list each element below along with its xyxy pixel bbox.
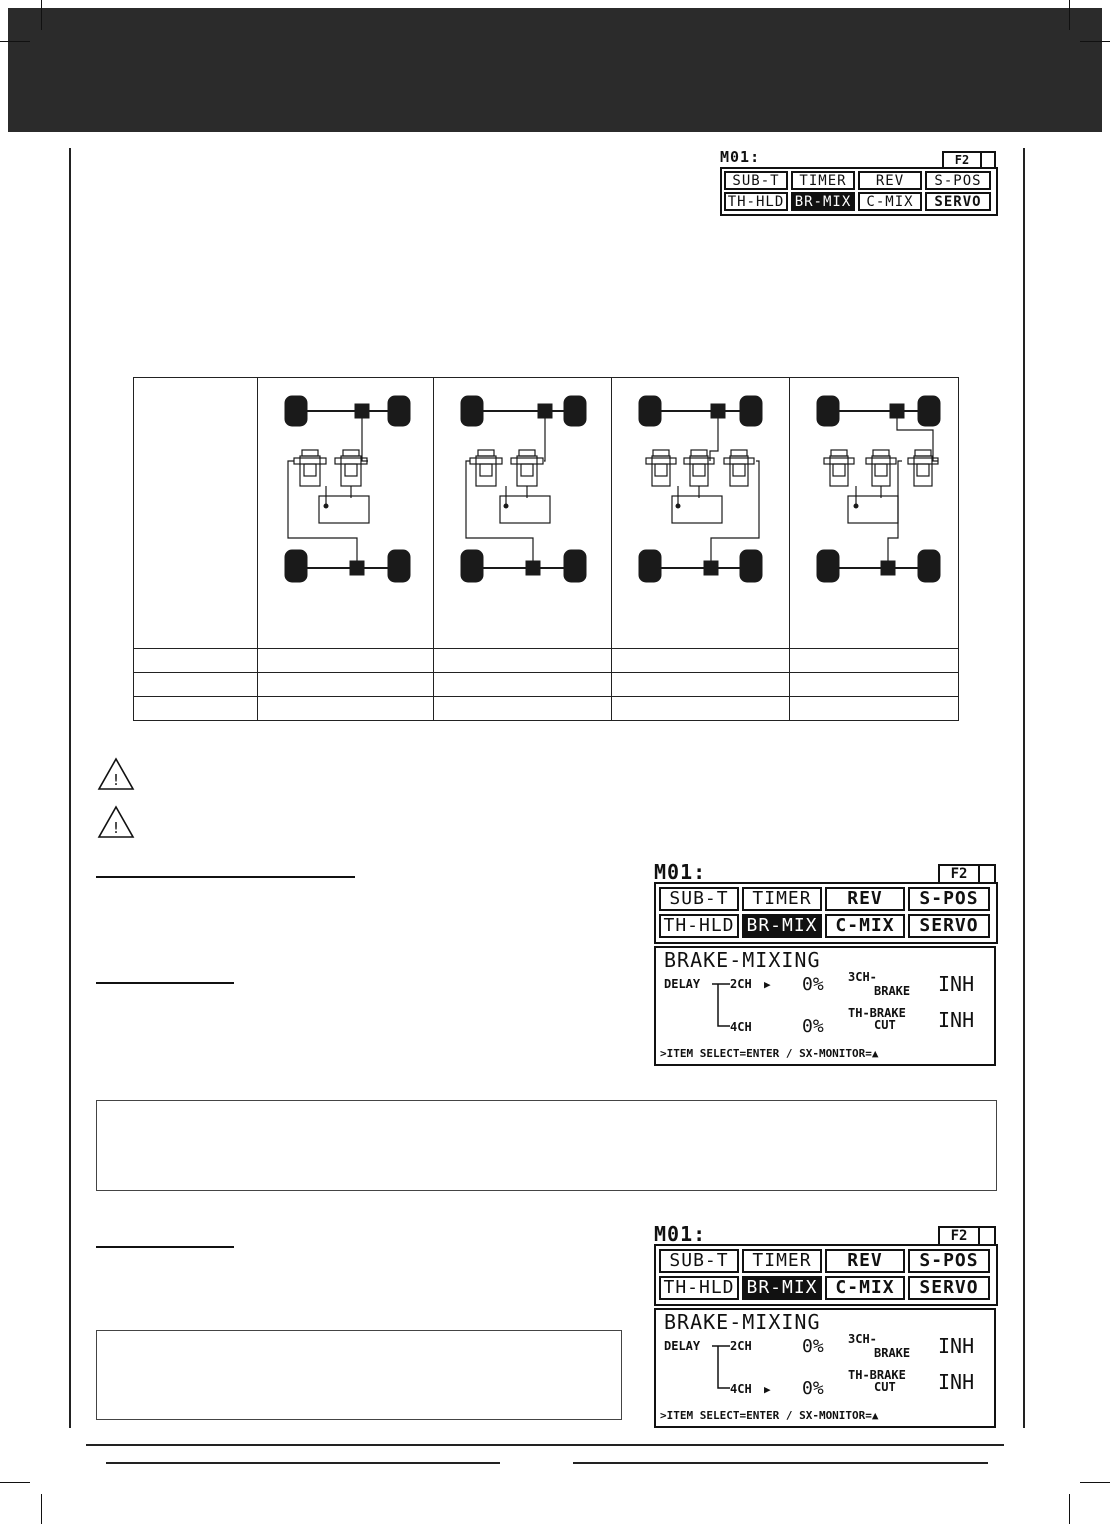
ch2-delay-value[interactable]: 0% bbox=[802, 1336, 824, 1357]
drive-diagram-3 bbox=[612, 378, 789, 648]
crop-mark bbox=[1080, 41, 1110, 42]
f-tab-notch bbox=[978, 1226, 996, 1244]
ch4-label: 4CH bbox=[730, 1382, 752, 1396]
ch3-brake-label: 3CH- bbox=[848, 1332, 877, 1346]
crop-mark bbox=[41, 0, 42, 30]
row-divider bbox=[134, 672, 958, 673]
drive-configuration-table bbox=[133, 377, 959, 721]
warning-icon bbox=[97, 757, 135, 791]
note-box bbox=[96, 1100, 997, 1191]
ch2-label: 2CH bbox=[730, 1339, 752, 1353]
delay-label: DELAY bbox=[664, 1339, 701, 1353]
panel-footer: >ITEM SELECT=ENTER / SX-MONITOR=▲ bbox=[660, 1409, 879, 1422]
crop-mark bbox=[1069, 0, 1070, 30]
tab-sub-t[interactable]: SUB-T bbox=[724, 171, 788, 190]
crop-mark bbox=[0, 1482, 30, 1483]
section-heading-underline bbox=[96, 876, 355, 878]
ch4-delay-value[interactable]: 0% bbox=[802, 1378, 824, 1399]
tab-rev[interactable]: REV bbox=[825, 887, 905, 911]
f2-tab[interactable]: F2 bbox=[938, 1226, 980, 1244]
tab-th-hld[interactable]: TH-HLD bbox=[659, 1276, 739, 1300]
footer-rule bbox=[86, 1444, 1004, 1446]
crop-mark bbox=[1069, 1494, 1070, 1524]
brake-mixing-panel bbox=[654, 946, 996, 1066]
delay-label: DELAY bbox=[664, 977, 701, 991]
tab-sub-t[interactable]: SUB-T bbox=[659, 887, 739, 911]
header-band bbox=[8, 8, 1102, 132]
model-label: M01: bbox=[654, 1222, 707, 1246]
brake-mixing-panel bbox=[654, 1308, 996, 1428]
tab-timer[interactable]: TIMER bbox=[742, 887, 822, 911]
cursor-icon: ▶ bbox=[764, 1383, 771, 1396]
tab-c-mix[interactable]: C-MIX bbox=[858, 192, 922, 211]
th-brake-cut-value[interactable]: INH bbox=[938, 1008, 975, 1032]
tab-th-hld[interactable]: TH-HLD bbox=[659, 914, 739, 938]
f2-tab[interactable]: F2 bbox=[942, 151, 982, 167]
crop-mark bbox=[0, 41, 30, 42]
delay-bracket bbox=[712, 982, 732, 1030]
model-label: M01: bbox=[720, 148, 761, 166]
model-label: M01: bbox=[654, 860, 707, 884]
th-brake-cut-label-2: CUT bbox=[874, 1018, 896, 1032]
tab-timer[interactable]: TIMER bbox=[742, 1249, 822, 1273]
right-margin-rule bbox=[1023, 148, 1025, 1428]
drive-diagram-4 bbox=[790, 378, 958, 648]
tab-th-hld[interactable]: TH-HLD bbox=[724, 192, 788, 211]
f2-tab[interactable]: F2 bbox=[938, 864, 980, 882]
ch3-brake-value[interactable]: INH bbox=[938, 1334, 975, 1358]
ch2-delay-value[interactable]: 0% bbox=[802, 974, 824, 995]
cursor-icon: ▶ bbox=[764, 978, 771, 991]
tab-s-pos[interactable]: S-POS bbox=[908, 1249, 990, 1273]
tab-grid bbox=[654, 882, 998, 944]
crop-mark bbox=[41, 1494, 42, 1524]
warning-mark: ! bbox=[112, 819, 120, 837]
lcd-brake-mixing-delay-2ch bbox=[654, 860, 998, 1068]
tab-s-pos[interactable]: S-POS bbox=[908, 887, 990, 911]
footer-rule-left bbox=[106, 1462, 500, 1464]
ch4-label: 4CH bbox=[730, 1020, 752, 1034]
tab-sub-t[interactable]: SUB-T bbox=[659, 1249, 739, 1273]
tab-br-mix[interactable]: BR-MIX bbox=[742, 1276, 822, 1300]
panel-title: BRAKE-MIXING bbox=[664, 1310, 821, 1334]
tab-grid bbox=[654, 1244, 998, 1306]
note-box bbox=[96, 1330, 622, 1420]
row-divider bbox=[134, 648, 958, 649]
th-brake-cut-value[interactable]: INH bbox=[938, 1370, 975, 1394]
crop-mark bbox=[1080, 1482, 1110, 1483]
f-tab-notch bbox=[978, 864, 996, 882]
tab-servo[interactable]: SERVO bbox=[908, 914, 990, 938]
subsection-heading-underline bbox=[96, 1246, 234, 1248]
drive-diagram-2 bbox=[434, 378, 611, 648]
warning-mark: ! bbox=[112, 771, 120, 789]
panel-footer: >ITEM SELECT=ENTER / SX-MONITOR=▲ bbox=[660, 1047, 879, 1060]
subsection-heading-underline bbox=[96, 982, 234, 984]
panel-title: BRAKE-MIXING bbox=[664, 948, 821, 972]
tab-servo[interactable]: SERVO bbox=[925, 192, 991, 211]
drive-diagram-1 bbox=[258, 378, 433, 648]
row-divider bbox=[134, 696, 958, 697]
th-brake-cut-label-2: CUT bbox=[874, 1380, 896, 1394]
left-margin-rule bbox=[69, 148, 71, 1428]
ch4-delay-value[interactable]: 0% bbox=[802, 1016, 824, 1037]
lcd-function-menu-small bbox=[720, 148, 998, 216]
f-tab-notch bbox=[980, 151, 996, 167]
ch2-label: 2CH bbox=[730, 977, 752, 991]
tab-s-pos[interactable]: S-POS bbox=[925, 171, 991, 190]
tab-br-mix[interactable]: BR-MIX bbox=[791, 192, 855, 211]
tab-c-mix[interactable]: C-MIX bbox=[825, 1276, 905, 1300]
ch3-brake-value[interactable]: INH bbox=[938, 972, 975, 996]
th-brake-cut-label: TH-BRAKE bbox=[848, 1368, 906, 1382]
tab-grid bbox=[720, 167, 998, 216]
lcd-brake-mixing-delay-4ch bbox=[654, 1222, 998, 1430]
th-brake-cut-label: TH-BRAKE bbox=[848, 1006, 906, 1020]
tab-c-mix[interactable]: C-MIX bbox=[825, 914, 905, 938]
delay-bracket bbox=[712, 1344, 732, 1392]
tab-br-mix[interactable]: BR-MIX bbox=[742, 914, 822, 938]
ch3-brake-label-2: BRAKE bbox=[874, 984, 911, 998]
tab-rev[interactable]: REV bbox=[825, 1249, 905, 1273]
footer-rule-right bbox=[573, 1462, 988, 1464]
warning-icon bbox=[97, 805, 135, 839]
tab-servo[interactable]: SERVO bbox=[908, 1276, 990, 1300]
tab-timer[interactable]: TIMER bbox=[791, 171, 855, 190]
ch3-brake-label: 3CH- bbox=[848, 970, 877, 984]
tab-rev[interactable]: REV bbox=[858, 171, 922, 190]
ch3-brake-label-2: BRAKE bbox=[874, 1346, 911, 1360]
